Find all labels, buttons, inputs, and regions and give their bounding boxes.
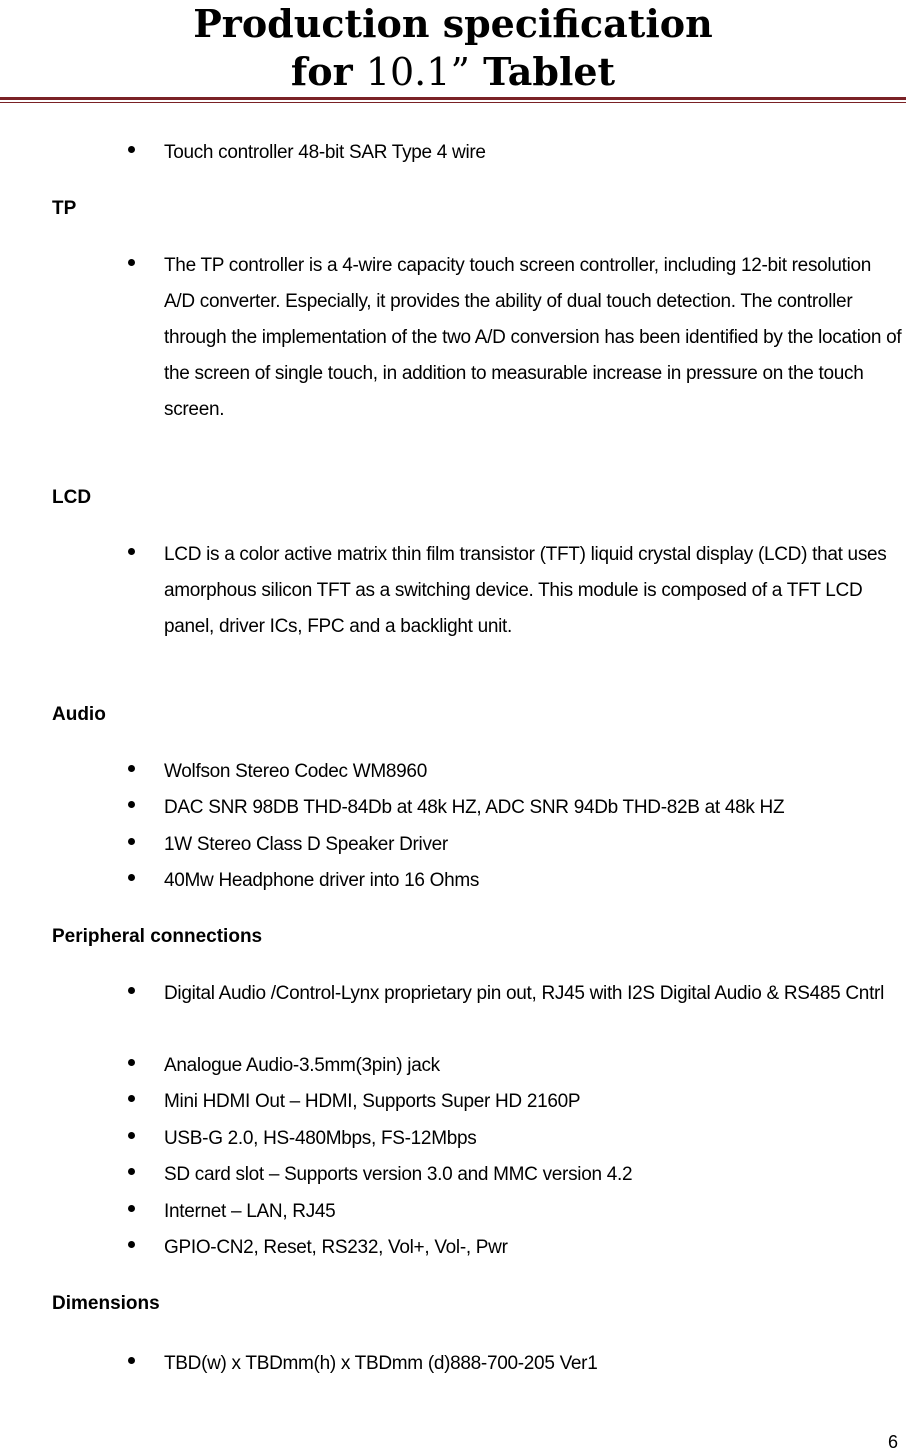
bullet-icon (128, 1241, 135, 1248)
bullet-icon (128, 801, 135, 808)
bullet-icon (128, 1357, 135, 1364)
list-item (128, 135, 903, 171)
list-item-text: Mini HDMI Out – HDMI, Supports Super HD 2160P (164, 1091, 581, 1112)
title-line-1: Production specification (193, 1, 713, 46)
list-item-text: 1W Stereo Class D Speaker Driver (164, 834, 448, 855)
list-item-text: LCD is a color active matrix thin film transistor (TFT) liquid crystal display (LCD) that uses amorphous silicon TFT as a switching device. This module is composed of a TFT LCD panel, driver ICs, FPC and a backlight unit. (164, 544, 887, 637)
list-item-text: Internet – LAN, RJ45 (164, 1201, 336, 1222)
list-item (128, 790, 903, 826)
list-item (128, 863, 903, 899)
bullet-icon (128, 259, 135, 266)
section-heading-tp: TP (52, 198, 77, 219)
page-number: 6 (887, 1432, 898, 1452)
section-heading-lcd: LCD (52, 487, 92, 508)
bullet-icon (128, 1059, 135, 1066)
list-item-text: GPIO-CN2, Reset, RS232, Vol+, Vol-, Pwr (164, 1237, 508, 1258)
bullet-icon (128, 1095, 135, 1102)
list-item-text: Touch controller 48-bit SAR Type 4 wire (164, 142, 486, 163)
list-item-text: Analogue Audio-3.5mm(3pin) jack (164, 1055, 440, 1076)
list-item-text: TBD(w) x TBDmm(h) x TBDmm (d)888-700-205 Ver1 (164, 1353, 598, 1374)
list-item-text: 40Mw Headphone driver into 16 Ohms (164, 870, 480, 891)
list-item-text: USB-G 2.0, HS-480Mbps, FS-12Mbps (164, 1128, 477, 1149)
bullet-icon (128, 1168, 135, 1175)
list-item (128, 976, 903, 1012)
list-item (128, 1048, 903, 1084)
section-heading-peripheral: Peripheral connections (52, 926, 263, 947)
bullet-icon (128, 874, 135, 881)
list-item (128, 1346, 903, 1382)
document-header (0, 0, 906, 96)
bullet-icon (128, 146, 135, 153)
bullet-icon (128, 1205, 135, 1212)
bullet-icon (128, 1132, 135, 1139)
list-item (128, 537, 903, 645)
bullet-icon (128, 548, 135, 555)
list-item-text: SD card slot – Supports version 3.0 and MMC version 4.2 (164, 1164, 633, 1185)
list-item (128, 1084, 903, 1120)
title-screen-size: 10.1” (365, 50, 470, 94)
title-for: for (290, 49, 366, 94)
list-item-text: Wolfson Stereo Codec WM8960 (164, 761, 427, 782)
list-item-text: DAC SNR 98DB THD-84Db at 48k HZ, ADC SNR 94Db THD-82B at 48k HZ (164, 797, 785, 818)
bullet-icon (128, 987, 135, 994)
header-rule-thin (0, 102, 906, 103)
list-item (128, 1230, 903, 1266)
header-rule-thick (0, 97, 906, 100)
list-item (128, 1194, 903, 1230)
title-line-2 (0, 48, 906, 96)
list-item-text: The TP controller is a 4-wire capacity touch screen controller, including 12-bit resolution A/D converter. Especially, it provides the ability of dual touch detection. The controller through the implementation of the two A/D conversion has been identified by the location of the screen of single touch, in addition to measurable increase in pressure on the touch screen. (164, 255, 902, 420)
title-tablet: Tablet (469, 49, 616, 94)
bullet-icon (128, 838, 135, 845)
list-item (128, 1121, 903, 1157)
section-heading-dimensions: Dimensions (52, 1293, 160, 1314)
list-item (128, 248, 903, 428)
bullet-icon (128, 765, 135, 772)
list-item (128, 1157, 903, 1193)
list-item (128, 754, 903, 790)
list-item-text: Digital Audio /Control-Lynx proprietary pin out, RJ45 with I2S Digital Audio & RS485 Cntrl (164, 983, 885, 1004)
list-item (128, 827, 903, 863)
section-heading-audio: Audio (52, 704, 106, 725)
